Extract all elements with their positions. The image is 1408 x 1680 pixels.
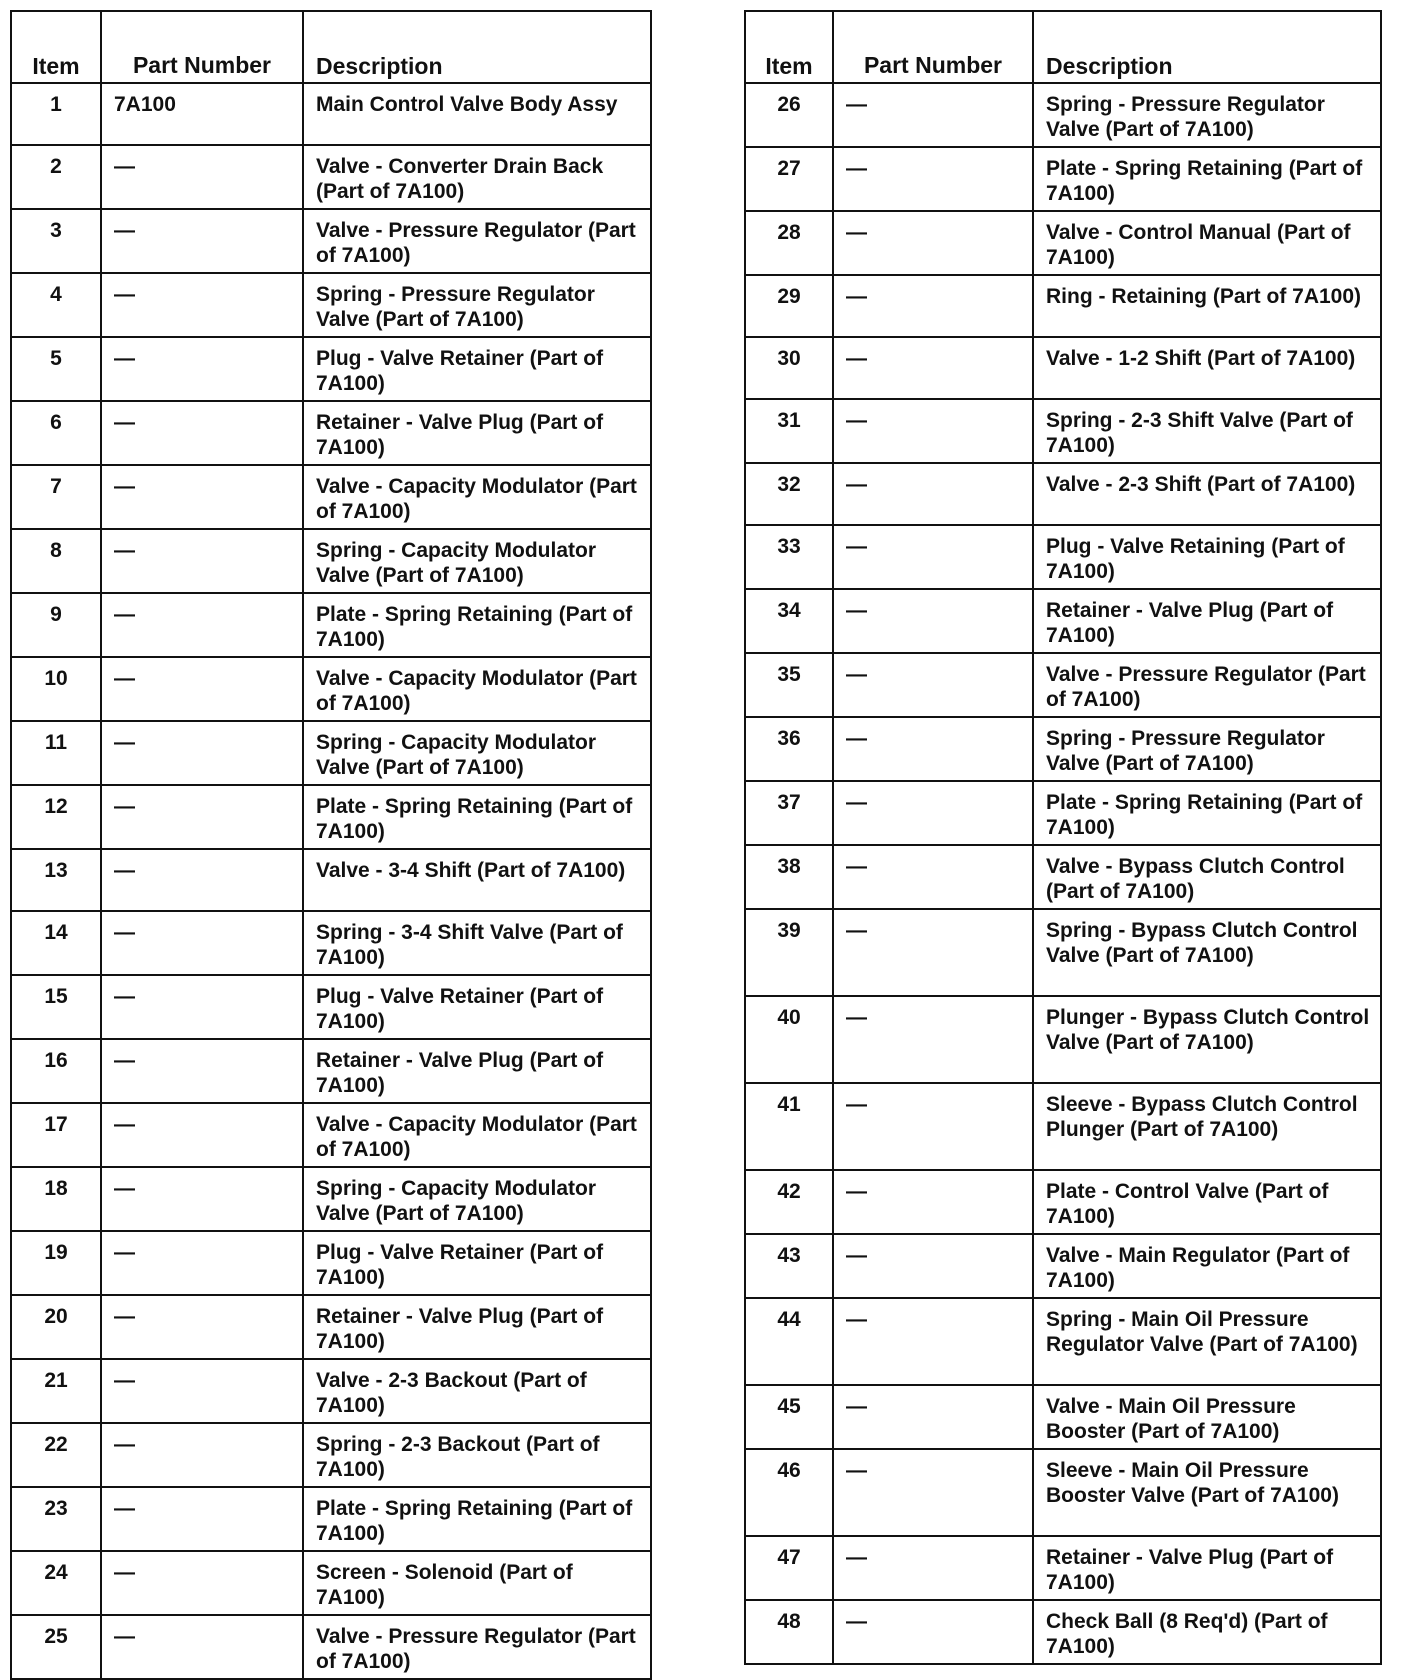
table-row [745,399,1381,463]
table-row [11,657,651,721]
description-cell: Ring - Retaining (Part of 7A100) [1033,275,1381,337]
description-cell: Retainer - Valve Plug (Part of 7A100) [1033,1536,1381,1600]
description-cell: Valve - Main Oil Pressure Booster (Part of 7A100) [1033,1385,1381,1449]
table-row [745,1385,1381,1449]
table-row [11,273,651,337]
item-cell: 29 [745,275,833,337]
table-row [11,1615,651,1679]
part-number-cell: — [101,209,303,273]
description-cell: Retainer - Valve Plug (Part of 7A100) [303,401,651,465]
item-cell: 45 [745,1385,833,1449]
part-number-cell: — [833,1449,1033,1536]
description-cell: Valve - Capacity Modulator (Part of 7A100) [303,465,651,529]
description-cell: Valve - Capacity Modulator (Part of 7A100) [303,1103,651,1167]
description-cell: Valve - Pressure Regulator (Part of 7A100) [1033,653,1381,717]
table-row [11,975,651,1039]
item-cell: 48 [745,1600,833,1664]
part-number-cell: — [101,401,303,465]
table-row [11,209,651,273]
item-cell: 22 [11,1423,101,1487]
table-row [745,1298,1381,1385]
description-cell: Plug - Valve Retainer (Part of 7A100) [303,337,651,401]
part-number-cell: — [833,1600,1033,1664]
table-row [745,781,1381,845]
table-row [11,1167,651,1231]
part-number-cell: — [833,1536,1033,1600]
description-cell: Check Ball (8 Req'd) (Part of 7A100) [1033,1600,1381,1664]
description-cell: Spring - Capacity Modulator Valve (Part of 7A100) [303,529,651,593]
description-cell: Plate - Spring Retaining (Part of 7A100) [303,785,651,849]
table-row [11,1295,651,1359]
part-number-cell: — [833,996,1033,1083]
description-cell: Spring - Pressure Regulator Valve (Part of 7A100) [303,273,651,337]
table-row [11,1359,651,1423]
part-number-cell: — [833,211,1033,275]
item-cell: 37 [745,781,833,845]
description-cell: Spring - Bypass Clutch Control Valve (Part of 7A100) [1033,909,1381,996]
header-item: Item [745,11,833,83]
description-cell: Spring - Capacity Modulator Valve (Part of 7A100) [303,721,651,785]
item-cell: 7 [11,465,101,529]
table-row [11,145,651,209]
description-cell: Valve - Pressure Regulator (Part of 7A100) [303,1615,651,1679]
header-item: Item [11,11,101,83]
description-cell: Plate - Spring Retaining (Part of 7A100) [1033,147,1381,211]
table-row [745,1170,1381,1234]
part-number-cell: — [833,525,1033,589]
part-number-cell: — [833,1385,1033,1449]
item-cell: 33 [745,525,833,589]
item-cell: 5 [11,337,101,401]
table-row [11,401,651,465]
table-row [745,211,1381,275]
item-cell: 27 [745,147,833,211]
item-cell: 18 [11,1167,101,1231]
part-number-cell: — [101,145,303,209]
item-cell: 34 [745,589,833,653]
item-cell: 3 [11,209,101,273]
table-body [745,83,1381,1664]
header-description: Description [1033,11,1381,83]
item-cell: 40 [745,996,833,1083]
parts-table-left [10,10,652,1680]
part-number-cell: — [101,849,303,911]
item-cell: 12 [11,785,101,849]
item-cell: 46 [745,1449,833,1536]
description-cell: Valve - 3-4 Shift (Part of 7A100) [303,849,651,911]
item-cell: 36 [745,717,833,781]
description-cell: Valve - Bypass Clutch Control (Part of 7A100) [1033,845,1381,909]
table-header-row [745,11,1381,83]
part-number-cell: — [833,1298,1033,1385]
description-cell: Retainer - Valve Plug (Part of 7A100) [1033,589,1381,653]
description-cell: Screen - Solenoid (Part of 7A100) [303,1551,651,1615]
table-row [745,717,1381,781]
item-cell: 19 [11,1231,101,1295]
description-cell: Plate - Spring Retaining (Part of 7A100) [1033,781,1381,845]
part-number-cell: — [101,785,303,849]
table-body [11,83,651,1679]
item-cell: 41 [745,1083,833,1170]
table-row [745,1083,1381,1170]
part-number-cell: — [101,465,303,529]
item-cell: 4 [11,273,101,337]
description-cell: Sleeve - Main Oil Pressure Booster Valve (Part of 7A100) [1033,1449,1381,1536]
table-row [11,785,651,849]
part-number-cell: — [833,399,1033,463]
item-cell: 26 [745,83,833,147]
part-number-cell: — [833,717,1033,781]
item-cell: 31 [745,399,833,463]
part-number-cell: — [833,83,1033,147]
description-cell: Spring - Main Oil Pressure Regulator Valve (Part of 7A100) [1033,1298,1381,1385]
item-cell: 20 [11,1295,101,1359]
description-cell: Retainer - Valve Plug (Part of 7A100) [303,1295,651,1359]
table-row [745,1600,1381,1664]
table-row [11,593,651,657]
table-row [11,911,651,975]
part-number-cell: — [833,1234,1033,1298]
part-number-cell: — [101,975,303,1039]
part-number-cell: — [101,1295,303,1359]
item-cell: 8 [11,529,101,593]
item-cell: 43 [745,1234,833,1298]
part-number-cell: — [101,593,303,657]
item-cell: 47 [745,1536,833,1600]
description-cell: Plug - Valve Retainer (Part of 7A100) [303,975,651,1039]
part-number-cell: — [101,1423,303,1487]
description-cell: Valve - Capacity Modulator (Part of 7A100) [303,657,651,721]
description-cell: Valve - 2-3 Shift (Part of 7A100) [1033,463,1381,525]
item-cell: 25 [11,1615,101,1679]
item-cell: 14 [11,911,101,975]
part-number-cell: — [101,911,303,975]
item-cell: 13 [11,849,101,911]
table-row [11,465,651,529]
part-number-cell: — [101,529,303,593]
description-cell: Spring - Pressure Regulator Valve (Part of 7A100) [1033,83,1381,147]
table-row [11,529,651,593]
part-number-cell: — [833,275,1033,337]
item-cell: 30 [745,337,833,399]
description-cell: Valve - Converter Drain Back (Part of 7A100) [303,145,651,209]
table-row [11,1423,651,1487]
part-number-cell: — [101,721,303,785]
item-cell: 17 [11,1103,101,1167]
part-number-cell: 7A100 [101,83,303,145]
part-number-cell: — [833,845,1033,909]
table-row [745,525,1381,589]
item-cell: 9 [11,593,101,657]
table-row [11,721,651,785]
part-number-cell: — [101,337,303,401]
part-number-cell: — [833,653,1033,717]
item-cell: 32 [745,463,833,525]
parts-table-right [744,10,1382,1665]
item-cell: 38 [745,845,833,909]
description-cell: Plug - Valve Retainer (Part of 7A100) [303,1231,651,1295]
item-cell: 11 [11,721,101,785]
table-row [11,83,651,145]
table-row [745,653,1381,717]
table-row [745,1449,1381,1536]
part-number-cell: — [101,1487,303,1551]
description-cell: Spring - 2-3 Shift Valve (Part of 7A100) [1033,399,1381,463]
item-cell: 35 [745,653,833,717]
item-cell: 44 [745,1298,833,1385]
part-number-cell: — [101,1103,303,1167]
description-cell: Valve - 1-2 Shift (Part of 7A100) [1033,337,1381,399]
table-header-row [11,11,651,83]
table-row [11,337,651,401]
item-cell: 10 [11,657,101,721]
table-row [745,1536,1381,1600]
description-cell: Plug - Valve Retaining (Part of 7A100) [1033,525,1381,589]
item-cell: 6 [11,401,101,465]
table-row [11,1551,651,1615]
part-number-cell: — [101,1039,303,1103]
header-part-number: Part Number [833,11,1033,83]
table-row [745,909,1381,996]
item-cell: 15 [11,975,101,1039]
table-row [745,83,1381,147]
table-row [11,1103,651,1167]
item-cell: 23 [11,1487,101,1551]
description-cell: Plate - Control Valve (Part of 7A100) [1033,1170,1381,1234]
table-row [11,849,651,911]
part-number-cell: — [833,909,1033,996]
table-row [745,589,1381,653]
description-cell: Valve - Main Regulator (Part of 7A100) [1033,1234,1381,1298]
description-cell: Valve - Pressure Regulator (Part of 7A100) [303,209,651,273]
part-number-cell: — [101,657,303,721]
table-row [745,147,1381,211]
part-number-cell: — [833,781,1033,845]
item-cell: 24 [11,1551,101,1615]
part-number-cell: — [833,1170,1033,1234]
part-number-cell: — [833,337,1033,399]
table-row [745,337,1381,399]
description-cell: Plate - Spring Retaining (Part of 7A100) [303,593,651,657]
description-cell: Retainer - Valve Plug (Part of 7A100) [303,1039,651,1103]
table-row [745,275,1381,337]
item-cell: 16 [11,1039,101,1103]
part-number-cell: — [101,1231,303,1295]
description-cell: Plunger - Bypass Clutch Control Valve (Part of 7A100) [1033,996,1381,1083]
description-cell: Spring - Pressure Regulator Valve (Part of 7A100) [1033,717,1381,781]
item-cell: 28 [745,211,833,275]
table-row [745,996,1381,1083]
description-cell: Spring - 2-3 Backout (Part of 7A100) [303,1423,651,1487]
part-number-cell: — [101,1551,303,1615]
table-row [11,1039,651,1103]
part-number-cell: — [833,589,1033,653]
table-row [745,1234,1381,1298]
item-cell: 2 [11,145,101,209]
description-cell: Spring - Capacity Modulator Valve (Part of 7A100) [303,1167,651,1231]
table-row [11,1487,651,1551]
table-row [11,1231,651,1295]
part-number-cell: — [833,463,1033,525]
item-cell: 39 [745,909,833,996]
description-cell: Sleeve - Bypass Clutch Control Plunger (Part of 7A100) [1033,1083,1381,1170]
item-cell: 1 [11,83,101,145]
description-cell: Main Control Valve Body Assy [303,83,651,145]
part-number-cell: — [101,1167,303,1231]
description-cell: Plate - Spring Retaining (Part of 7A100) [303,1487,651,1551]
item-cell: 42 [745,1170,833,1234]
part-number-cell: — [101,1359,303,1423]
table-row [745,463,1381,525]
description-cell: Spring - 3-4 Shift Valve (Part of 7A100) [303,911,651,975]
part-number-cell: — [101,1615,303,1679]
table-row [745,845,1381,909]
header-description: Description [303,11,651,83]
item-cell: 21 [11,1359,101,1423]
part-number-cell: — [833,147,1033,211]
header-part-number: Part Number [101,11,303,83]
description-cell: Valve - Control Manual (Part of 7A100) [1033,211,1381,275]
part-number-cell: — [833,1083,1033,1170]
description-cell: Valve - 2-3 Backout (Part of 7A100) [303,1359,651,1423]
part-number-cell: — [101,273,303,337]
